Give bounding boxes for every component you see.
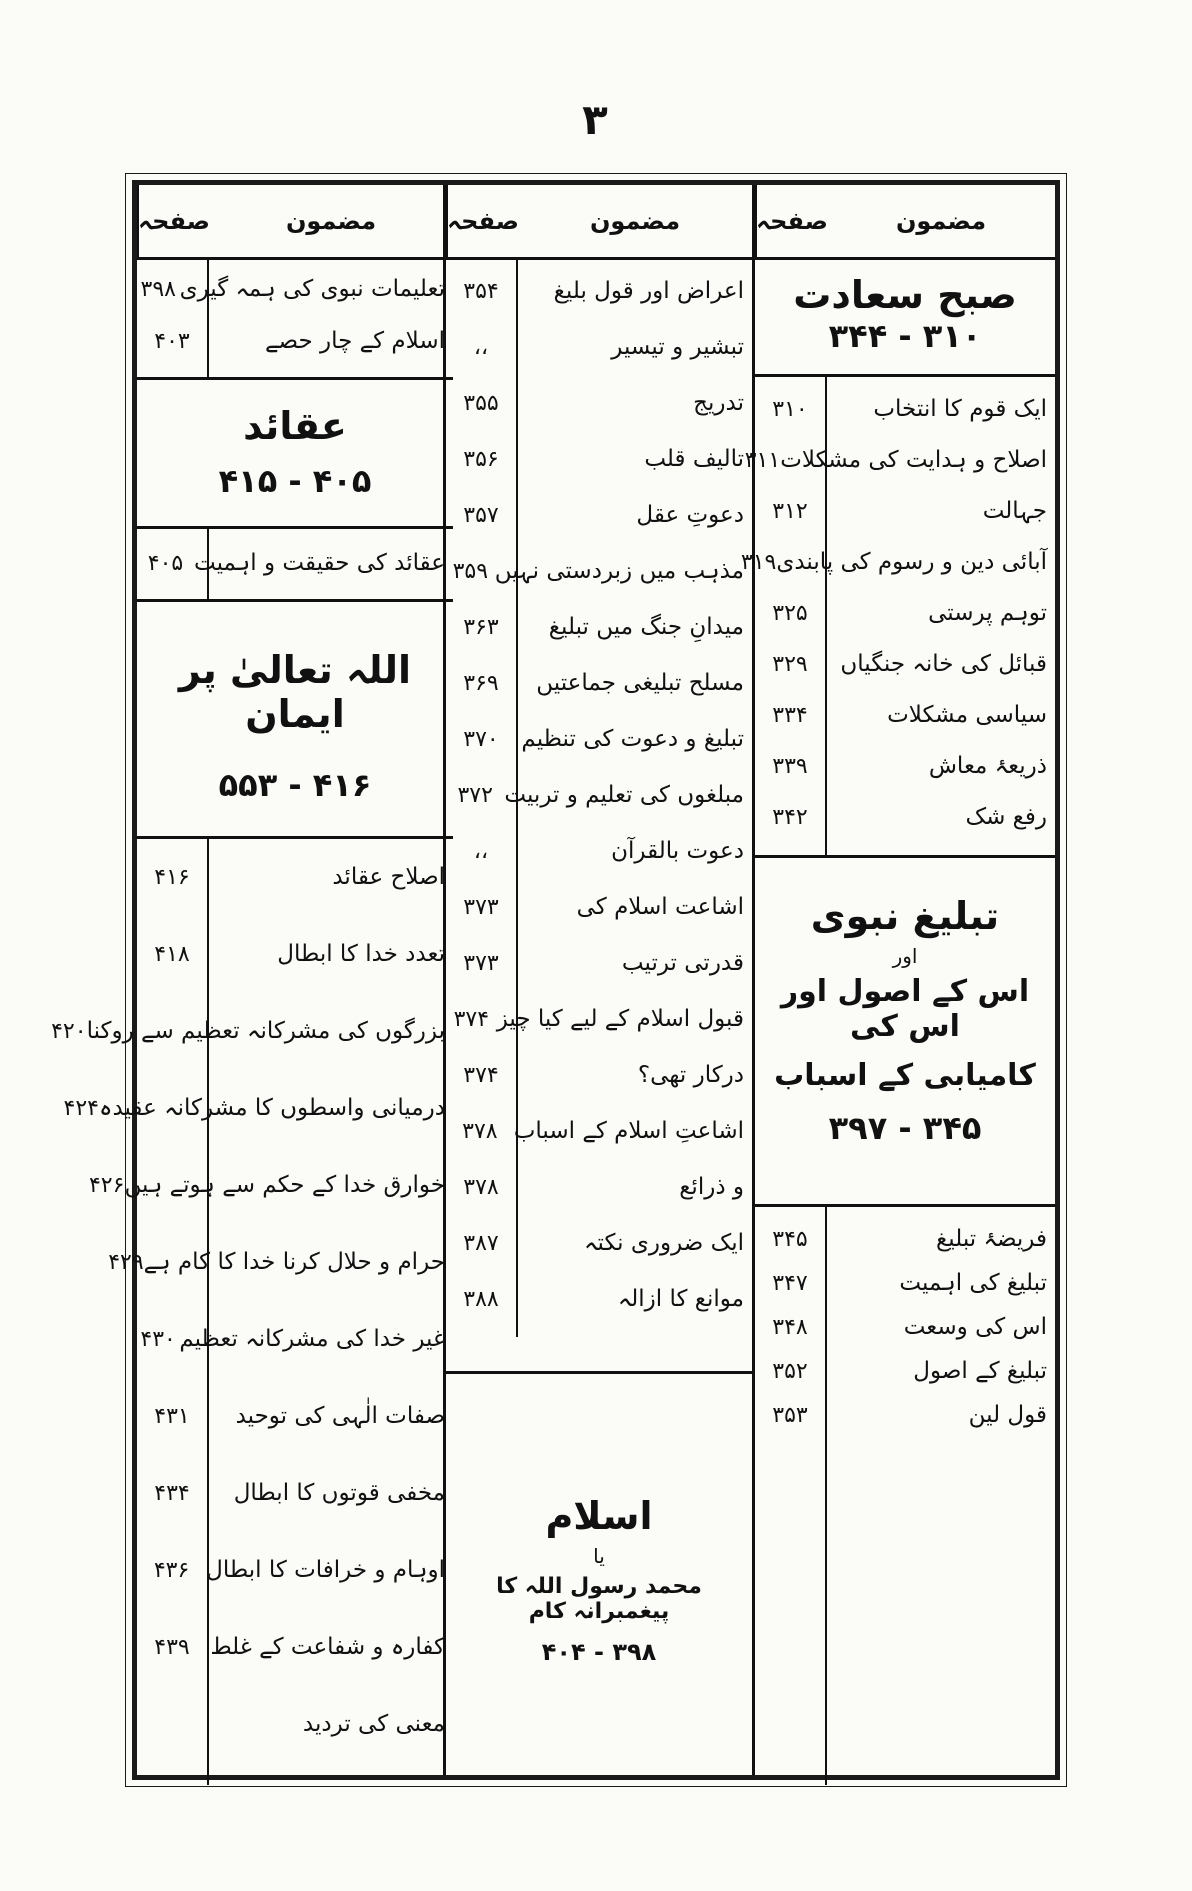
section-title: اسلام <box>545 1494 653 1538</box>
header-subject: مضمون <box>895 207 987 235</box>
index-entry <box>446 603 752 651</box>
column-right <box>740 185 1055 1775</box>
entry-page: ۴۲۶ <box>88 1172 125 1198</box>
entry-subject: مخفی قوتوں کا ابطال <box>233 1480 445 1506</box>
entry-page: ۳۴۲ <box>772 804 808 830</box>
index-entry <box>446 1219 752 1267</box>
index-entry <box>108 1234 453 1290</box>
entry-page: ۳۵۳ <box>772 1402 808 1428</box>
entry-page: ۳۲۵ <box>772 600 808 626</box>
entry-subject: قبائل کی خانہ جنگیاں <box>840 651 1047 677</box>
entry-subject: بزرگوں کی مشرکانہ تعظیم سے روکنا <box>86 1018 445 1044</box>
entry-subject: تدریج <box>693 390 744 416</box>
header-page: صفحہ <box>446 185 518 257</box>
entry-subject: درکار تھی؟ <box>637 1062 744 1088</box>
entry-subject: اس کی وسعت <box>903 1314 1047 1340</box>
section-connector: یا <box>593 1544 605 1568</box>
entry-page: ۳۵۹ <box>452 558 489 584</box>
index-entry <box>446 1051 752 1099</box>
entry-subject: میدانِ جنگ میں تبلیغ <box>548 614 744 640</box>
column-header <box>137 185 453 260</box>
section-iman-billah <box>137 599 453 839</box>
entry-subject: اشاعت اسلام کی <box>576 894 744 920</box>
index-entry <box>755 1307 1055 1347</box>
entry-page: ۳۴۵ <box>772 1226 808 1252</box>
entry-subject: تبلیغ کے اصول <box>913 1358 1047 1384</box>
entry-page: ۳۶۹ <box>463 670 499 696</box>
header-page: صفحہ <box>755 185 827 257</box>
header-subject: مضمون <box>285 207 377 235</box>
entry-page: ۳۸۸ <box>463 1286 499 1312</box>
index-entry <box>88 1157 453 1213</box>
index-entry <box>137 1619 453 1675</box>
entry-page: ،، <box>473 334 489 360</box>
index-entry <box>446 1107 752 1155</box>
section-range: ۴۰۴ - ۳۹۸ <box>541 1638 657 1666</box>
entry-subject: توہم پرستی <box>928 600 1047 626</box>
entry-page: ۳۱۰ <box>772 396 808 422</box>
entry-page: ۴۳۹ <box>154 1634 190 1660</box>
index-entry <box>137 319 453 363</box>
entry-subject: تبلیغ و دعوت کی تنظیم <box>521 726 744 752</box>
section-title: تبلیغ نبوی <box>810 894 1000 938</box>
section-islam <box>446 1371 752 1785</box>
entry-page: ۳۵۶ <box>463 446 499 472</box>
entry-page: ۳۵۲ <box>772 1358 808 1384</box>
entry-page: ۳۲۹ <box>772 651 808 677</box>
index-entry <box>137 1311 453 1367</box>
index-entry <box>755 744 1055 788</box>
entry-subject: حرام و حلال کرنا خدا کا کام ہے <box>143 1249 445 1275</box>
entry-subject: موانع کا ازالہ <box>617 1286 744 1312</box>
entry-subject: دعوتِ عقل <box>636 502 744 528</box>
entry-page: ۴۲۹ <box>108 1249 144 1275</box>
index-entry <box>137 1465 453 1521</box>
entry-subject: درمیانی واسطوں کا مشرکانہ عقیدہ <box>98 1095 445 1121</box>
index-entry <box>51 1003 453 1059</box>
index-entry <box>137 1696 453 1752</box>
index-entry <box>137 267 453 311</box>
index-entry <box>755 642 1055 686</box>
entry-page: ۴۱۸ <box>154 941 190 967</box>
index-entry <box>137 1542 453 1598</box>
entry-subject: تعلیمات نبوی کی ہمہ گیری <box>179 276 445 302</box>
index-entry <box>446 771 752 819</box>
index-entry <box>755 1395 1055 1435</box>
column-header <box>446 185 752 260</box>
index-frame <box>51 180 1060 1780</box>
entry-subject: قول لین <box>968 1402 1047 1428</box>
section-range: ۴۱۵ - ۴۰۵ <box>218 462 372 500</box>
index-entry <box>137 849 453 905</box>
entry-subject: آبائی دین و رسوم کی پابندی <box>776 549 1047 575</box>
entry-subject: غیر خدا کی مشرکانہ تعظیم <box>179 1326 445 1352</box>
entry-page: ۳۱۹ <box>740 549 777 575</box>
entry-page: ۳۳۹ <box>772 753 808 779</box>
entry-page: ۴۳۴ <box>154 1480 190 1506</box>
column-middle <box>443 185 755 1775</box>
entry-page: ۳۴۸ <box>772 1314 808 1340</box>
entry-page: ۳۱۱ <box>744 447 781 473</box>
header-page: صفحہ <box>137 185 209 257</box>
section-aqaid <box>137 377 453 529</box>
section-range: ۵۵۳ - ۴۱۶ <box>218 766 372 804</box>
entry-page: ۴۳۰ <box>140 1326 176 1352</box>
section-line: محمد رسول اللہ کا پیغمبرانہ کام <box>496 1574 702 1624</box>
section-line: اس کے اصول اور اس کی <box>780 974 1030 1044</box>
entry-page: ۴۳۶ <box>153 1557 190 1583</box>
index-entry <box>755 1263 1055 1303</box>
entry-page: ۳۸۷ <box>463 1230 499 1256</box>
entry-subject: مبلغوں کی تعلیم و تربیت <box>504 782 744 808</box>
section-connector: اور <box>892 944 918 968</box>
section-line: کامیابی کے اسباب <box>774 1058 1036 1093</box>
entry-page: ۳۳۴ <box>772 702 808 728</box>
entry-page: ۳۷۳ <box>463 894 499 920</box>
index-entry <box>446 995 752 1043</box>
entry-page: ۳۴۷ <box>772 1270 808 1296</box>
index-entry <box>755 387 1055 431</box>
index-entry <box>137 1388 453 1444</box>
index-entry <box>446 491 752 539</box>
index-entry <box>446 883 752 931</box>
index-entry <box>755 1219 1055 1259</box>
entry-page: ۳۵۴ <box>463 278 499 304</box>
entry-page: ۳۷۴ <box>453 1006 490 1032</box>
entry-subject: تبلیغ کی اہمیت <box>899 1270 1047 1296</box>
index-entry <box>137 926 453 982</box>
section-title: صبح سعادت <box>793 273 1017 317</box>
index-entry <box>137 539 453 587</box>
index-entry <box>446 323 752 371</box>
index-entry <box>446 435 752 483</box>
index-entry <box>755 591 1055 635</box>
index-entry <box>740 540 1055 584</box>
column-left <box>51 185 453 1775</box>
entry-page: ۴۰۵ <box>147 550 184 576</box>
entry-subject: اعراض اور قول بلیغ <box>553 278 744 304</box>
entry-page: ۴۰۳ <box>154 328 190 354</box>
entry-subject: ایک قوم کا انتخاب <box>873 396 1047 422</box>
entry-page: ۳۷۸ <box>463 1174 499 1200</box>
index-entry <box>755 1351 1055 1391</box>
section-range: ۳۴۴ - ۳۱۰ <box>828 317 982 355</box>
entry-page: ،، <box>473 838 489 864</box>
entry-page: ۳۷۸ <box>462 1118 498 1144</box>
entry-subject: ذریعۂ معاش <box>928 753 1047 779</box>
entry-page: ۳۷۴ <box>463 1062 499 1088</box>
entry-subject: خوارق خدا کے حکم سے ہوتے ہیں <box>124 1172 445 1198</box>
entry-subject: جہالت <box>982 498 1047 524</box>
index-entry <box>446 267 752 315</box>
entry-subject: مذہب میں زبردستی نہیں <box>494 558 744 584</box>
entry-subject: عقائد کی حقیقت و اہمیت <box>193 550 445 576</box>
header-subject: مضمون <box>589 207 681 235</box>
entry-page: ۴۲۴ <box>63 1095 99 1121</box>
entry-subject: اسلام کے چار حصے <box>265 328 445 354</box>
entry-page: ۳۵۷ <box>463 502 499 528</box>
entry-page: ۳۷۲ <box>457 782 493 808</box>
entry-page: ۳۱۲ <box>772 498 808 524</box>
entry-page: ۳۹۸ <box>140 276 176 302</box>
index-entry <box>446 1275 752 1323</box>
entry-subject: اوہام و خرافات کا ابطال <box>206 1557 445 1583</box>
index-entry <box>446 547 752 595</box>
index-entry <box>446 659 752 707</box>
entry-subject: اصلاح و ہدایت کی مشکلات <box>780 447 1047 473</box>
entry-subject: تعدد خدا کا ابطال <box>277 941 445 967</box>
entry-page: ۳۷۰ <box>463 726 499 752</box>
index-entry <box>446 939 752 987</box>
entry-subject: قدرتی ترتیب <box>621 950 744 976</box>
index-entry <box>446 379 752 427</box>
entry-page: ۳۷۳ <box>463 950 499 976</box>
section-title: عقائد <box>243 404 347 448</box>
section-title: اللہ تعالیٰ پر ایمان <box>178 648 412 736</box>
entry-subject: ایک ضروری نکتہ <box>584 1230 744 1256</box>
entry-subject: و ذرائع <box>679 1174 744 1200</box>
entry-subject: معنی کی تردید <box>302 1711 445 1737</box>
entry-subject: صفات الٰہی کی توحید <box>235 1403 445 1429</box>
entry-subject: اصلاح عقائد <box>332 864 445 890</box>
column-header <box>755 185 1055 260</box>
index-entry <box>755 795 1055 839</box>
section-range: ۳۹۷ - ۳۴۵ <box>828 1109 982 1147</box>
entry-subject: تالیف قلب <box>644 446 744 472</box>
entry-subject: قبول اسلام کے لیے کیا چیز <box>496 1006 744 1032</box>
entry-page: ۴۲۰ <box>51 1018 87 1044</box>
entry-page: ۳۶۳ <box>463 614 499 640</box>
section-tabligh-nabawi <box>755 855 1055 1207</box>
index-entry <box>755 489 1055 533</box>
entry-page: ۳۵۵ <box>463 390 499 416</box>
entry-subject: کفارہ و شفاعت کے غلط <box>210 1634 445 1660</box>
entry-subject: فریضۂ تبلیغ <box>936 1226 1047 1252</box>
entry-page: ۴۳۱ <box>154 1403 190 1429</box>
entry-subject: رفع شک <box>965 804 1047 830</box>
index-entry <box>446 715 752 763</box>
index-entry <box>755 693 1055 737</box>
entry-subject: سیاسی مشکلات <box>887 702 1047 728</box>
entry-subject: اشاعتِ اسلام کے اسباب <box>513 1118 744 1144</box>
entry-page: ۴۱۶ <box>154 864 190 890</box>
index-entry <box>744 438 1055 482</box>
index-entry <box>446 827 752 875</box>
entry-subject: تبشیر و تیسیر <box>611 334 744 360</box>
section-subh-saadat <box>755 257 1055 377</box>
entry-subject: مسلح تبلیغی جماعتیں <box>536 670 744 696</box>
index-entry <box>446 1163 752 1211</box>
page-number: ۳ <box>582 95 608 144</box>
index-entry <box>63 1080 453 1136</box>
entry-subject: دعوت بالقرآن <box>611 838 744 864</box>
